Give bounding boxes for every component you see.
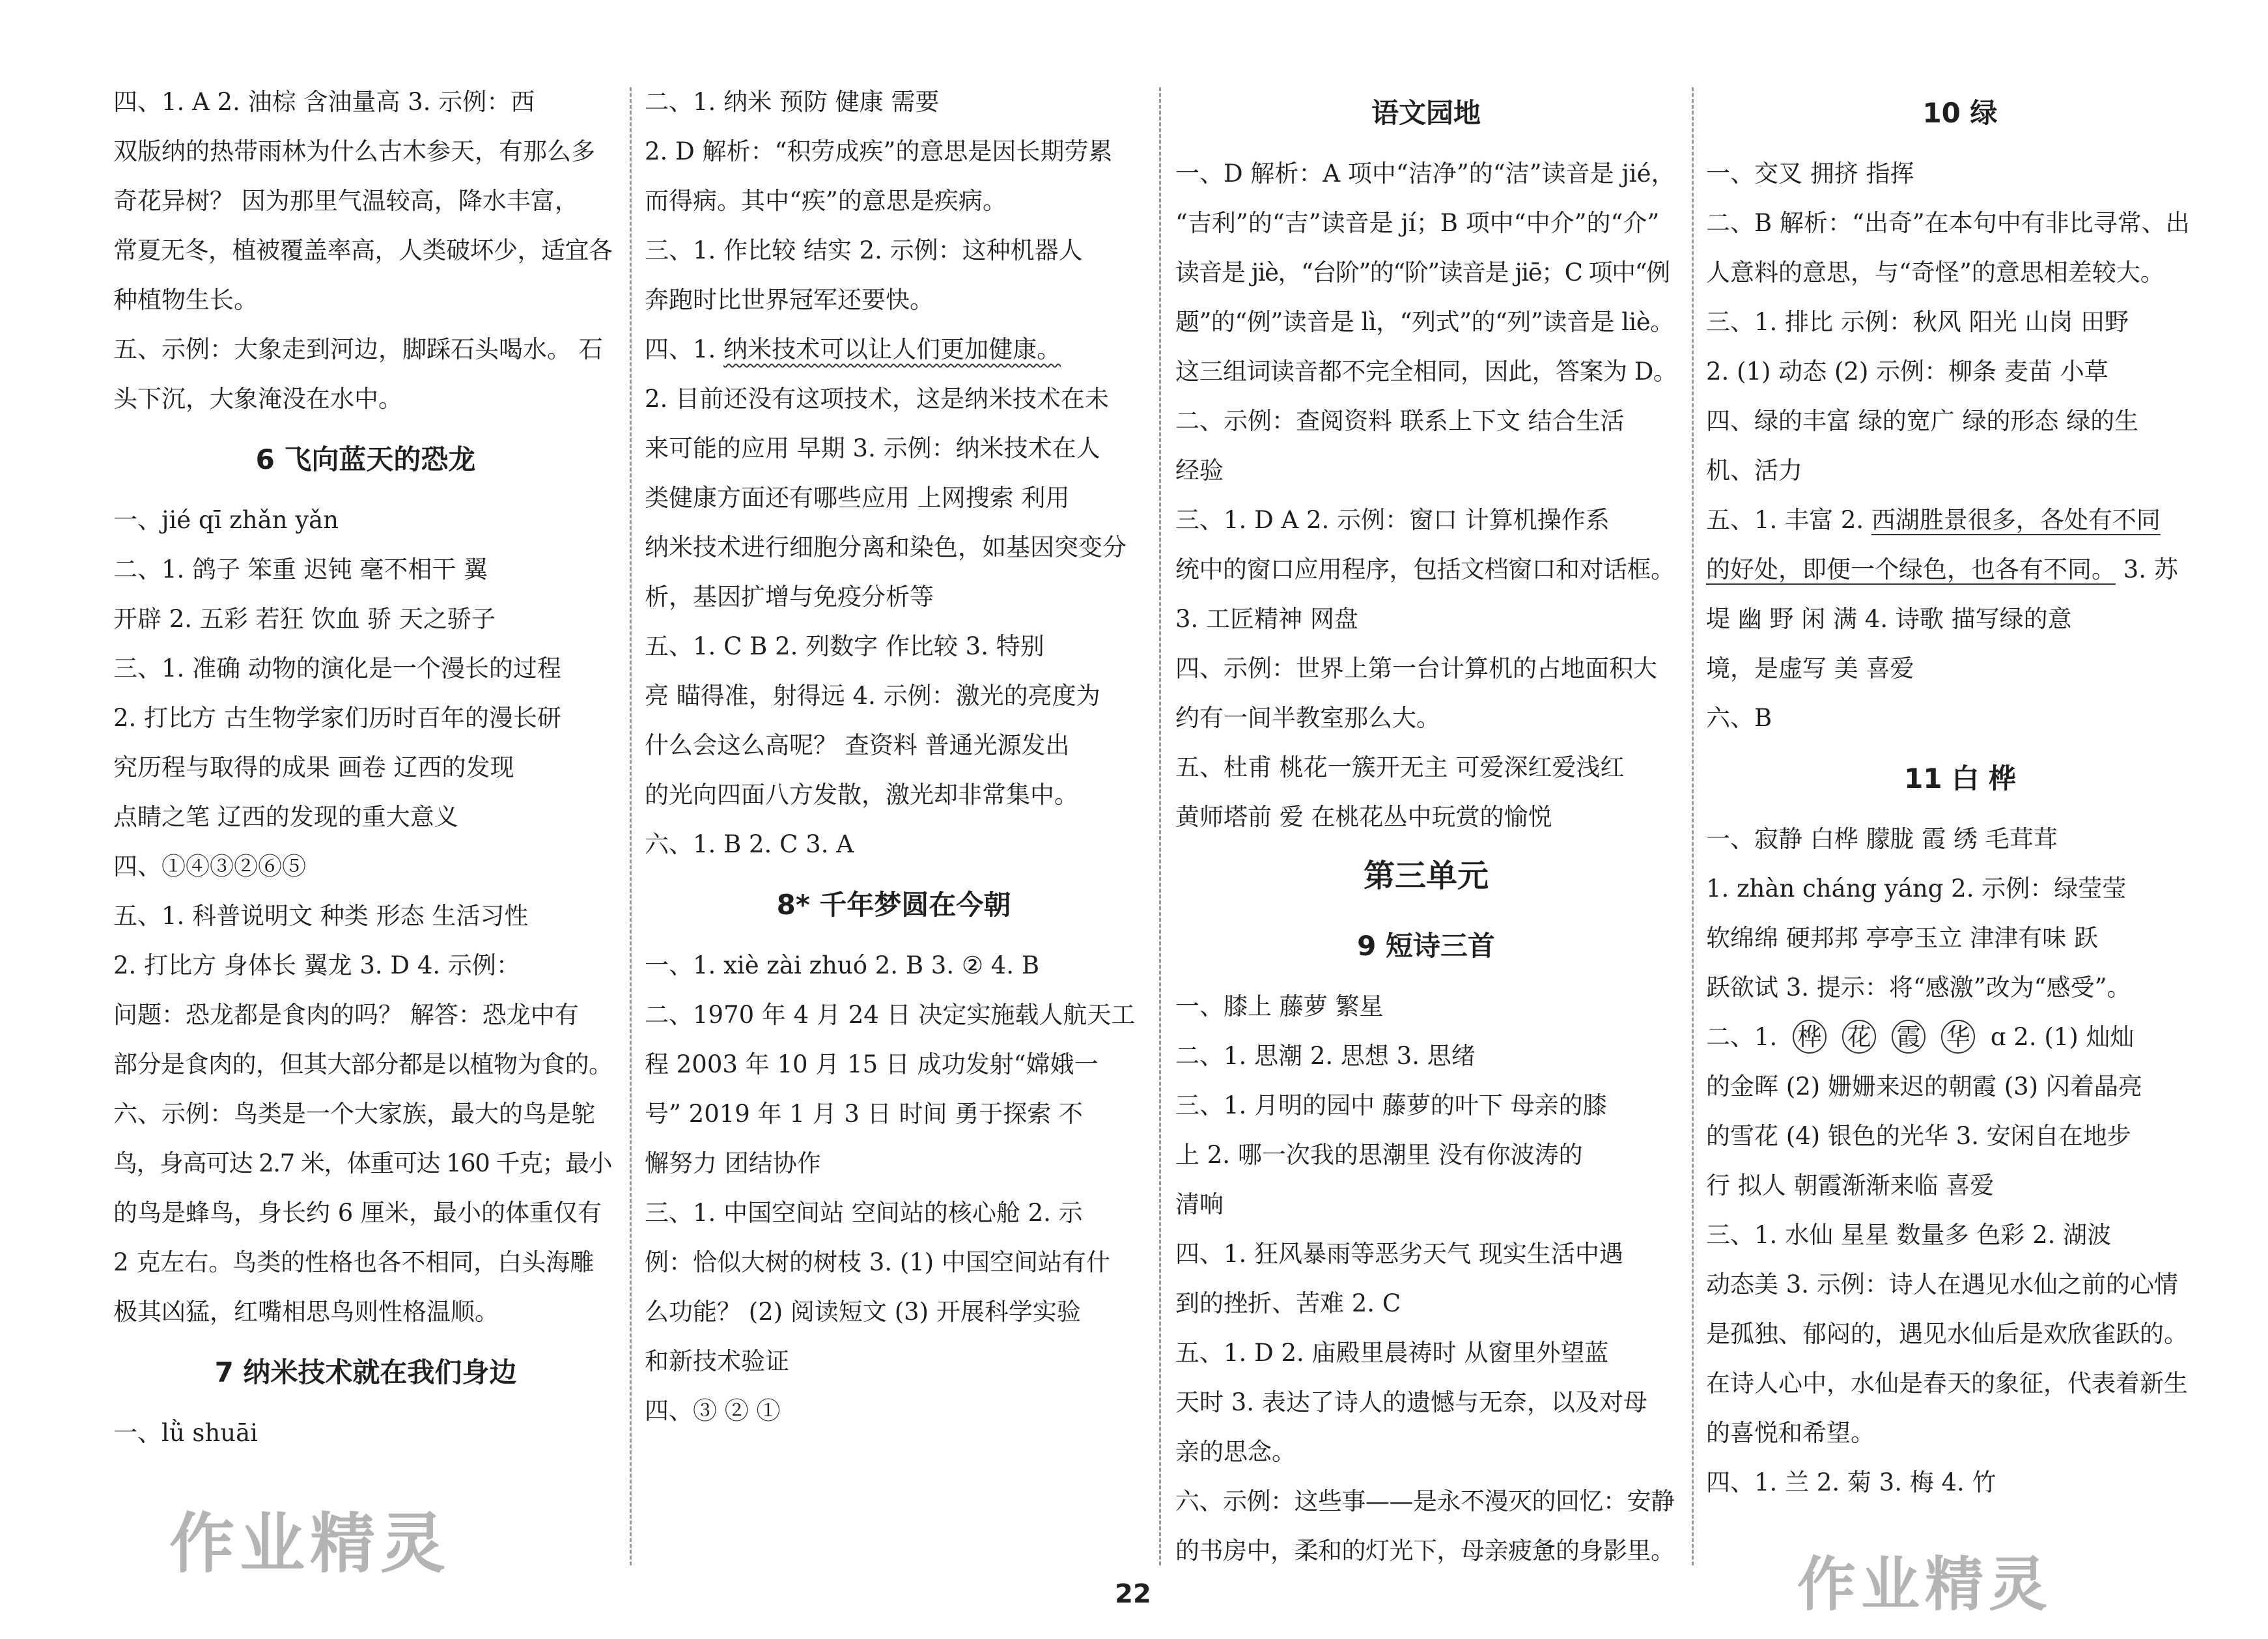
answer-line: 黄师塔前 爱 在桃花丛中玩赏的愉悦	[1175, 803, 1552, 831]
answer-line: 三、1. 准确 动物的演化是一个漫长的过程	[113, 654, 561, 682]
answer-line	[1706, 1013, 2214, 1062]
answer-line: 3. 工匠精神 网盘	[1175, 605, 1358, 633]
answer-line: 点睛之笔 辽西的发现的重大意义	[113, 803, 458, 831]
answer-line: 六、示例：鸟类是一个大家族，最大的鸟是鸵	[113, 1100, 595, 1128]
answer-line: 懈努力 团结协作	[645, 1149, 821, 1177]
answer-line: 号” 2019 年 1 月 3 日 时间 勇于探索 不	[645, 1100, 1084, 1128]
answer-line: 2. D 解析：“积劳成疾”的意思是因长期劳累	[645, 137, 1113, 165]
answer-line: 常夏无冬，植被覆盖率高，人类破坏少，适宜各	[113, 236, 613, 264]
answer-line: 的光向四面八方发散，激光却非常集中。	[645, 781, 1078, 809]
answer-line: 二、1970 年 4 月 24 日 决定实施载人航天工	[645, 1001, 1136, 1029]
answer-line: 亮 瞄得准，射得远 4. 示例：激光的亮度为	[645, 682, 1100, 710]
answer-line: 二、示例：查阅资料 联系上下文 结合生活	[1175, 407, 1625, 435]
answer-line	[645, 325, 1143, 374]
answer-line: 二、1. 纳米 预防 健康 需要	[645, 88, 940, 116]
answer-line: 的金晖 (2) 姗姗来迟的朝霞 (3) 闪着晶亮	[1706, 1072, 2142, 1100]
answer-line: 的书房中，柔和的灯光下，母亲疲惫的身影里。	[1175, 1537, 1675, 1565]
answer-line: 三、1. 月明的园中 藤萝的叶下 母亲的膝	[1175, 1091, 1607, 1119]
answer-line: 一、D 解析：A 项中“洁净”的“洁”读音是 jié，	[1175, 160, 1675, 188]
answer-line: 例：恰似大树的树枝 3. (1) 中国空间站有什	[645, 1248, 1110, 1276]
column-divider	[1692, 87, 1694, 1565]
answer-line: 六、1. B 2. C 3. A	[645, 830, 854, 858]
circled-character: 桦	[1793, 1020, 1827, 1054]
answer-text: 3. 苏	[2116, 555, 2178, 583]
answer-line: 鸟，身高可达 2.7 米，体重可达 160 千克；最小	[113, 1149, 612, 1177]
answer-line: 四、①④③②⑥⑤	[113, 852, 306, 880]
answer-line: 四、绿的丰富 绿的宽广 绿的形态 绿的生	[1706, 407, 2139, 435]
answer-line: 析，基因扩增与免疫分析等	[645, 583, 934, 611]
answer-line: 亲的思念。	[1175, 1438, 1296, 1466]
answer-line: 四、示例：世界上第一台计算机的占地面积大	[1175, 654, 1657, 682]
answer-line: 究历程与取得的成果 画卷 辽西的发现	[113, 753, 514, 781]
answer-line: 跃欲试 3. 提示：将“感激”改为“感受”。	[1706, 974, 2131, 1002]
answer-line: 三、1. 作比较 结实 2. 示例：这种机器人	[645, 236, 1083, 264]
answer-line: 五、杜甫 桃花一簇开无主 可爱深红爱浅红	[1175, 753, 1625, 781]
answer-line: 约有一间半教室那么大。	[1175, 704, 1440, 732]
answer-line: 的喜悦和希望。	[1706, 1419, 1875, 1447]
answer-line: 程 2003 年 10 月 15 日 成功发射“嫦娥一	[645, 1050, 1099, 1078]
circled-character: 华	[1941, 1020, 1975, 1054]
answer-line: 的雪花 (4) 银色的光华 3. 安闲自在地步	[1706, 1122, 2131, 1150]
answer-line: 2. 打比方 古生物学家们历时百年的漫长研	[113, 704, 561, 732]
answer-line: 来可能的应用 早期 3. 示例：纳米技术在人	[645, 434, 1100, 462]
answer-line: 三、1. D A 2. 示例：窗口 计算机操作系	[1175, 506, 1610, 534]
answer-line: 种植物生长。	[113, 286, 258, 314]
answer-line: 动态美 3. 示例：诗人在遇见水仙之前的心情	[1706, 1270, 2178, 1298]
answer-column-3	[1175, 77, 1677, 1576]
answer-line: 五、1. 科普说明文 种类 形态 生活习性	[113, 902, 529, 930]
lesson-heading: 7 纳米技术就在我们身边	[214, 1356, 517, 1388]
answer-line: 2. (1) 动态 (2) 示例：柳条 麦苗 小草	[1706, 357, 2108, 385]
answer-line: 五、1. C B 2. 列数字 作比较 3. 特别	[645, 632, 1044, 660]
answer-line: 是孤独、郁闷的，遇见水仙后是欢欣雀跃的。	[1706, 1320, 2188, 1348]
answer-line: 奇花异树？ 因为那里气温较高，降水丰富，	[113, 187, 579, 215]
answer-line: 一、jié qī zhǎn yǎn	[113, 506, 339, 534]
answer-text: 二、1.	[1706, 1023, 1785, 1051]
answer-column-2	[645, 77, 1143, 1436]
answer-line: 一、膝上 藤萝 繁星	[1175, 992, 1384, 1020]
answer-line: 的鸟是蜂鸟，身长约 6 厘米，最小的体重仅有	[113, 1199, 602, 1227]
wavy-underlined-answer: 纳米技术可以让人们更加健康。	[723, 335, 1061, 363]
underlined-answer: 的好处，即便一个绿色，也各有不同。	[1706, 555, 2116, 583]
underlined-answer: 西湖胜景很多，各处有不同	[1871, 506, 2161, 534]
lesson-heading: 10 绿	[1922, 97, 1998, 129]
answer-line: 而得病。其中“疾”的意思是疾病。	[645, 187, 1007, 215]
unit-heading: 第三单元	[1363, 858, 1489, 894]
answer-line: 统中的窗口应用程序，包括文档窗口和对话框。	[1175, 555, 1675, 583]
answer-line: 五、1. D 2. 庙殿里晨祷时 从窗里外望蓝	[1175, 1339, 1609, 1367]
answer-line: 堤 幽 野 闲 满 4. 诗歌 描写绿的意	[1706, 605, 2072, 633]
answer-column-4	[1706, 77, 2214, 1507]
answer-line: 头下沉，大象淹没在水中。	[113, 385, 402, 413]
answer-line: 软绵绵 硬邦邦 亭亭玉立 津津有味 跃	[1706, 924, 2099, 952]
answer-line: 么功能？ (2) 阅读短文 (3) 开展科学实验	[645, 1298, 1081, 1326]
answer-line: 三、1. 排比 示例：秋风 阳光 山岗 田野	[1706, 308, 2129, 336]
answer-line: 部分是食肉的，但其大部分都是以植物为食的。	[113, 1050, 613, 1078]
answer-line: 和新技术验证	[645, 1347, 789, 1375]
answer-line: 一、lǜ shuāi	[113, 1419, 258, 1447]
answer-line: 境，是虚写 美 喜爱	[1706, 654, 1914, 682]
answer-line: 上 2. 哪一次我的思潮里 没有你波涛的	[1175, 1141, 1583, 1169]
answer-line: 二、1. 鸽子 笨重 迟钝 毫不相干 翼	[113, 555, 488, 583]
answer-line: 六、B	[1706, 704, 1772, 732]
answer-line: 行 拟人 朝霞渐渐来临 喜爱	[1706, 1171, 1995, 1199]
answer-line: 双版纳的热带雨林为什么古木参天，有那么多	[113, 137, 595, 165]
answer-line: 天时 3. 表达了诗人的遗憾与无奈，以及对母	[1175, 1388, 1647, 1416]
answer-line: 2 克左右。鸟类的性格也各不相同，白头海雕	[113, 1248, 595, 1276]
answer-line: 一、1. xiè zài zhuó 2. B 3. ② 4. B	[645, 951, 1040, 979]
answer-line	[1706, 496, 2214, 545]
answer-line: 二、1. 思潮 2. 思想 3. 思绪	[1175, 1042, 1476, 1070]
answer-line: 六、示例：这些事——是永不漫灭的回忆：安静	[1175, 1487, 1675, 1515]
column-divider	[630, 87, 632, 1565]
answer-line: 2. 目前还没有这项技术，这是纳米技术在未	[645, 385, 1110, 413]
answer-line: 清响	[1175, 1190, 1224, 1218]
lesson-heading: 语文园地	[1371, 97, 1481, 129]
answer-line: 1. zhàn cháng yáng 2. 示例：绿莹莹	[1706, 875, 2127, 903]
answer-line: 这三组词读音都不完全相同，因此，答案为 D。	[1175, 357, 1677, 385]
answer-line: 四、1. 兰 2. 菊 3. 梅 4. 竹	[1706, 1468, 1996, 1496]
answer-line: 开辟 2. 五彩 若狂 饮血 骄 天之骄子	[113, 605, 496, 633]
answer-line: 四、③ ② ①	[645, 1397, 781, 1425]
answer-line: 2. 打比方 身体长 翼龙 3. D 4. 示例：	[113, 951, 520, 979]
page-number: 22	[1115, 1579, 1151, 1609]
answer-line: 奔跑时比世界冠军还要快。	[645, 286, 934, 314]
lesson-heading: 8* 千年梦圆在今朝	[776, 889, 1011, 921]
watermark: 作业精灵	[1797, 1550, 2052, 1619]
answer-line: 纳米技术进行细胞分离和染色，如基因突变分	[645, 533, 1127, 561]
answer-text: 五、1. 丰富 2.	[1706, 506, 1871, 534]
watermark: 作业精灵	[169, 1506, 451, 1582]
lesson-heading: 6 飞向蓝天的恐龙	[255, 443, 476, 475]
answer-line: 读音是 jiè，“台阶”的“阶”读音是 jiē；C 项中“例	[1175, 259, 1670, 287]
answer-line: 三、1. 中国空间站 空间站的核心舱 2. 示	[645, 1199, 1083, 1227]
answer-line: 一、交叉 拥挤 指挥	[1706, 160, 1914, 188]
answer-line: 问题：恐龙都是食肉的吗？ 解答：恐龙中有	[113, 1001, 579, 1029]
circled-character: 花	[1842, 1020, 1876, 1054]
answer-line: 二、B 解析：“出奇”在本句中有非比寻常、出	[1706, 209, 2190, 237]
answer-line: 题”的“例”读音是 lì，“列式”的“列”读音是 liè。	[1175, 308, 1674, 336]
answer-line: 三、1. 水仙 星星 数量多 色彩 2. 湖波	[1706, 1221, 2112, 1249]
answer-line: 四、1. 狂风暴雨等恶劣天气 现实生活中遇	[1175, 1240, 1623, 1268]
answer-line: 到的挫折、苦难 2. C	[1175, 1289, 1401, 1317]
lesson-heading: 11 白 桦	[1904, 763, 2016, 794]
answer-line: 极其凶猛，红嘴相思鸟则性格温顺。	[113, 1298, 499, 1326]
answer-line	[1706, 545, 2214, 595]
answer-line: 机、活力	[1706, 456, 1802, 484]
answer-line: 五、示例：大象走到河边，脚踩石头喝水。 石	[113, 335, 603, 363]
answer-text: 四、1.	[645, 335, 724, 363]
lesson-heading: 9 短诗三首	[1357, 930, 1495, 962]
answer-line: 一、寂静 白桦 朦胧 霞 绣 毛茸茸	[1706, 825, 2058, 853]
answer-line: 在诗人心中，水仙是春天的象征，代表着新生	[1706, 1369, 2188, 1397]
answer-line: “吉利”的“吉”读音是 jí；B 项中“中介”的“介”	[1175, 209, 1660, 237]
answer-text: ɑ 2. (1) 灿灿	[1983, 1023, 2135, 1051]
circled-character: 霞	[1892, 1020, 1925, 1054]
column-divider	[1159, 87, 1161, 1565]
answer-column-1	[113, 77, 618, 1458]
answer-line: 四、1. A 2. 油棕 含油量高 3. 示例：西	[113, 88, 535, 116]
answer-line: 类健康方面还有哪些应用 上网搜索 利用	[645, 484, 1070, 512]
answer-line: 什么会这么高呢？ 查资料 普通光源发出	[645, 731, 1070, 759]
answer-line: 经验	[1175, 456, 1224, 484]
answer-line: 人意料的意思，与“奇怪”的意思相差较大。	[1706, 259, 2164, 287]
